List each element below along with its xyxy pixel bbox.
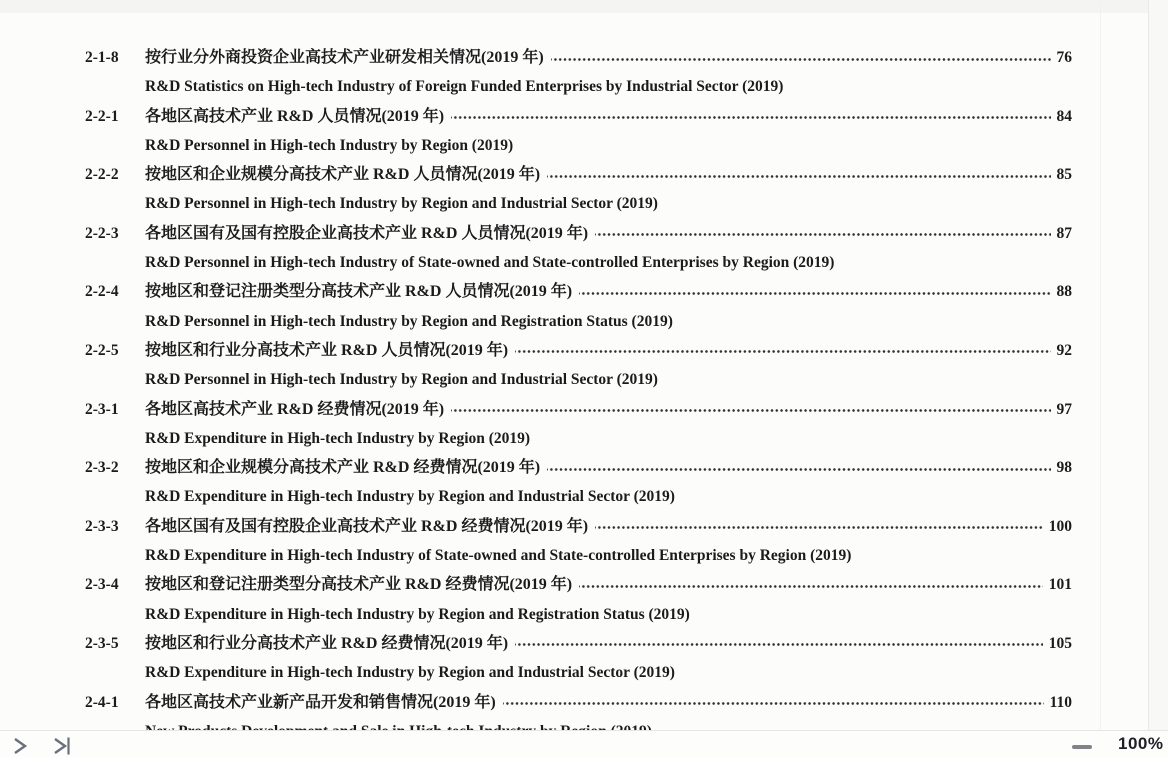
- toc-entry: [85, 160, 1072, 219]
- toc-entry-number: 2-2-3: [85, 224, 119, 242]
- toc-entry-title-zh: 按地区和登记注册类型分高技术产业 R&D 经费情况(2019 年): [145, 576, 573, 594]
- chevron-right-icon: [10, 736, 32, 756]
- toc-entry-line: [85, 102, 1072, 131]
- toc-entry: [85, 43, 1072, 102]
- toc-entry-title-zh: 各地区高技术产业新产品开发和销售情况(2019 年): [145, 693, 496, 711]
- toc-entry-line: [85, 688, 1072, 717]
- toc-entry-number: 2-3-2: [85, 459, 119, 477]
- viewer-toolbar: [0, 730, 1168, 757]
- toc-entry-number: 2-3-3: [85, 517, 119, 535]
- next-page-button[interactable]: [10, 736, 32, 756]
- toc-entry-title-zh: 按行业分外商投资企业高技术产业研发相关情况(2019 年): [145, 49, 544, 66]
- toc-entry-title-en: R&D Expenditure in High-tech Industry by Region (2019): [145, 429, 531, 447]
- toc-entry-title-en: R&D Expenditure in High-tech Industry by Region and Industrial Sector (2019): [145, 664, 675, 682]
- toc-entry-title-en: R&D Expenditure in High-tech Industry by Region and Registration Status (2019): [145, 605, 690, 623]
- toc-entry-title-zh: 按地区和企业规模分高技术产业 R&D 经费情况(2019 年): [145, 459, 541, 477]
- toc-entry-number: 2-1-8: [85, 49, 119, 66]
- toc-entry-title-zh: 按地区和登记注册类型分高技术产业 R&D 人员情况(2019 年): [145, 283, 573, 301]
- toc-entry-page-number: 85: [1056, 166, 1072, 184]
- toc-entry-line: [85, 336, 1072, 365]
- toc-entry-number: 2-4-1: [85, 693, 119, 711]
- toc-entry-title-zh: 各地区国有及国有控股企业高技术产业 R&D 人员情况(2019 年): [145, 224, 589, 242]
- toc-entry-page-number: 92: [1056, 341, 1072, 359]
- dot-leader: [595, 512, 1043, 541]
- toc-entry-line: [85, 160, 1072, 189]
- chevron-right-bar-icon: [52, 736, 74, 756]
- toc-entry-line: [85, 629, 1072, 658]
- dot-leader: [503, 688, 1044, 717]
- toc-entry-number: 2-2-5: [85, 341, 119, 359]
- toc-entry-number: 2-3-4: [85, 576, 119, 594]
- toc-entry-title-en: R&D Personnel in High-tech Industry by Region and Industrial Sector (2019): [145, 195, 658, 213]
- toc-entry-title-zh: 各地区高技术产业 R&D 经费情况(2019 年): [145, 400, 445, 418]
- toc-entry: [85, 219, 1072, 278]
- dot-leader: [547, 453, 1050, 482]
- toc-entry-title-en: R&D Statistics on High-tech Industry of Foreign Funded Enterprises by Industrial Sector (2019): [145, 78, 784, 96]
- toc-entry-page-number: 101: [1048, 576, 1072, 594]
- last-page-button[interactable]: [52, 736, 74, 756]
- dot-leader: [579, 277, 1050, 306]
- dot-leader: [547, 160, 1050, 189]
- toc-entry-title-zh: 按地区和行业分高技术产业 R&D 经费情况(2019 年): [145, 634, 509, 652]
- toc-entry-page-number: 98: [1056, 459, 1072, 477]
- toc-entry-number: 2-2-4: [85, 283, 119, 301]
- zoom-out-button[interactable]: [1072, 745, 1092, 749]
- toc-entry-line: [85, 43, 1072, 72]
- toc-entry-title-zh: 各地区国有及国有控股企业高技术产业 R&D 经费情况(2019 年): [145, 517, 589, 535]
- toc-entry-number: 2-2-2: [85, 166, 119, 184]
- toc-entry-title-zh: 各地区高技术产业 R&D 人员情况(2019 年): [145, 107, 445, 125]
- toc-entry: [85, 453, 1072, 512]
- toc-entry-line: [85, 570, 1072, 599]
- toc-entry: [85, 395, 1072, 454]
- toc-entry-title-en: R&D Personnel in High-tech Industry by Region and Registration Status (2019): [145, 312, 673, 330]
- dot-leader: [451, 102, 1050, 131]
- toc-entry-line: [85, 453, 1072, 482]
- dot-leader: [579, 570, 1043, 599]
- toc-entry-title-en: R&D Personnel in High-tech Industry by Region and Industrial Sector (2019): [145, 371, 658, 389]
- toc-entry-title-en: R&D Expenditure in High-tech Industry by Region and Industrial Sector (2019): [145, 488, 675, 506]
- toc-entry-title-en: R&D Personnel in High-tech Industry of State-owned and State-controlled Enterprises by Region (2019): [145, 254, 835, 272]
- toc-entry-title-en: R&D Personnel in High-tech Industry by Region (2019): [145, 136, 514, 154]
- dot-leader: [451, 395, 1050, 424]
- toc-entry-line: [85, 512, 1072, 541]
- toc-entry-line: [85, 395, 1072, 424]
- toc-entry: [85, 336, 1072, 395]
- toc-entry-page-number: 110: [1049, 693, 1072, 711]
- toc-entry-page-number: 105: [1048, 634, 1072, 652]
- toc-entry-number: 2-3-5: [85, 634, 119, 652]
- toc-entry-title-zh: 按地区和企业规模分高技术产业 R&D 人员情况(2019 年): [145, 166, 541, 184]
- toc-entry: [85, 629, 1072, 688]
- dot-leader: [595, 219, 1050, 248]
- toc-entry-number: 2-3-1: [85, 400, 119, 418]
- toc-entry-page-number: 97: [1056, 400, 1072, 418]
- toc-entry: [85, 512, 1072, 571]
- zoom-level-indicator: 100%: [1118, 734, 1164, 753]
- toc-entry: [85, 102, 1072, 161]
- toc-entry: [85, 277, 1072, 336]
- toc-entry-line: [85, 277, 1072, 306]
- toc-entry-page-number: 84: [1056, 107, 1072, 125]
- toc-entry-page-number: 87: [1056, 224, 1072, 242]
- toc-entry-page-number: 76: [1056, 49, 1072, 66]
- dot-leader: [515, 336, 1050, 365]
- page-edge-line: [1148, 0, 1149, 730]
- toc-entry-page-number: 88: [1056, 283, 1072, 301]
- toc-entry: [85, 570, 1072, 629]
- toc-entry-line: [85, 219, 1072, 248]
- page-navigation: [10, 736, 74, 756]
- dot-leader: [551, 43, 1051, 72]
- toc-entry-title-zh: 按地区和行业分高技术产业 R&D 人员情况(2019 年): [145, 341, 509, 359]
- dot-leader: [515, 629, 1043, 658]
- toc-entry-title-en: R&D Expenditure in High-tech Industry of State-owned and State-controlled Enterprises by Region (2019): [145, 547, 852, 565]
- toc-entry-number: 2-2-1: [85, 107, 119, 125]
- toc-entry-page-number: 100: [1048, 517, 1072, 535]
